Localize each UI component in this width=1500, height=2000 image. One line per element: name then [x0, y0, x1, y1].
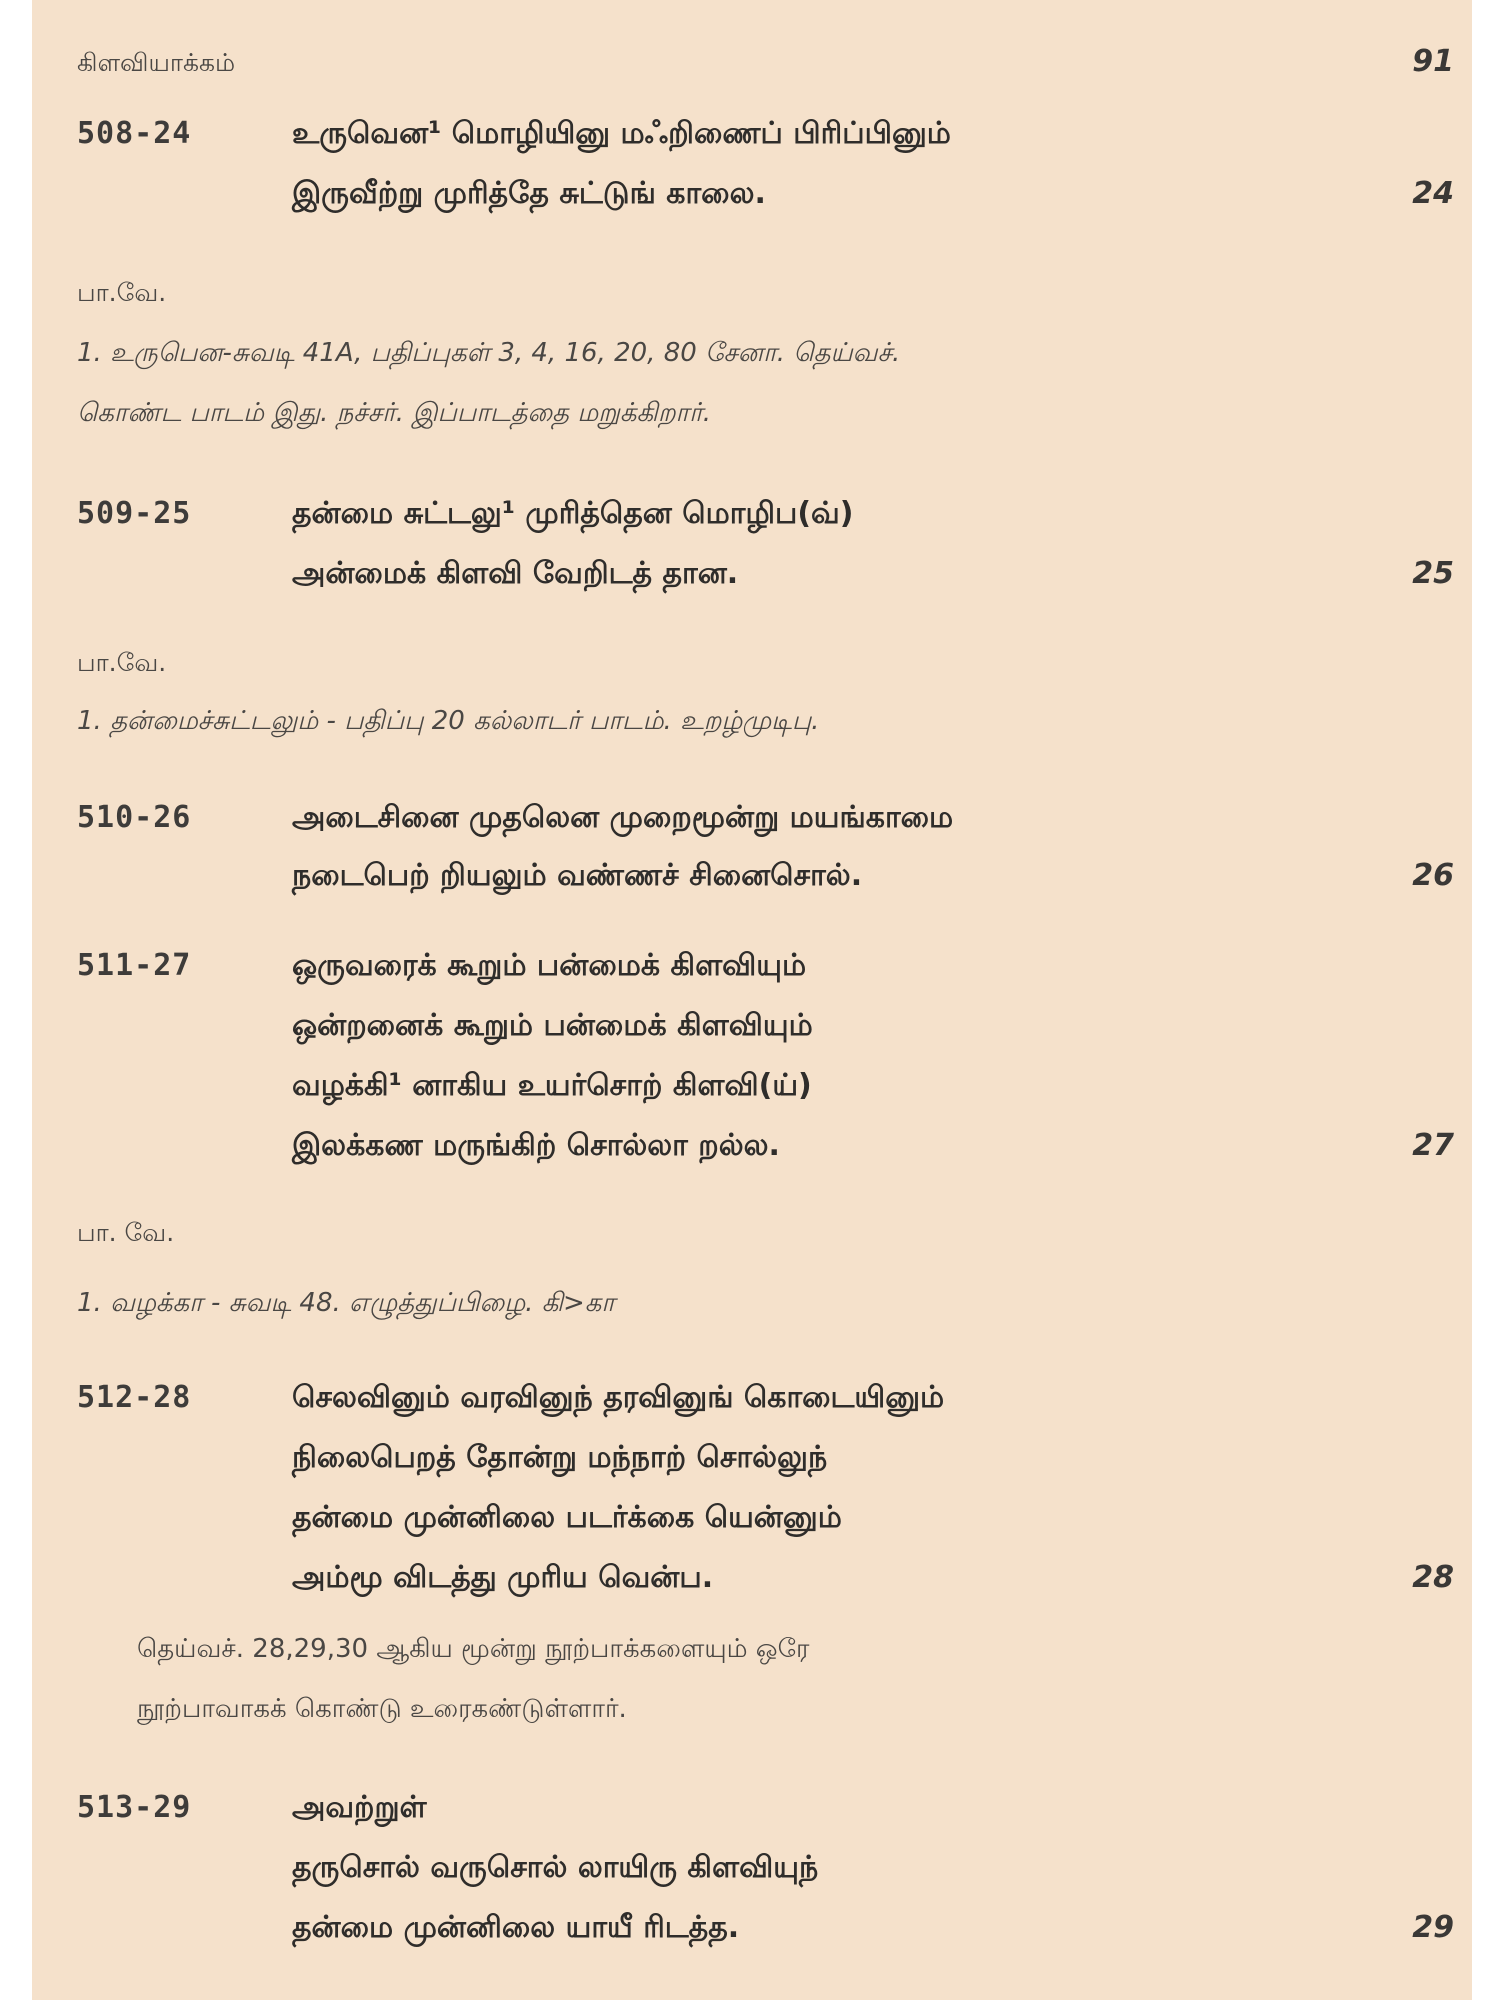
variant-reading-label: பா. வே.: [77, 1218, 175, 1247]
sutra-number: 510-26: [77, 800, 192, 835]
sutra-line: தன்மை முன்னிலை படர்க்கை யென்னும்: [292, 1500, 842, 1535]
footnote-line: 1. தன்மைச்சுட்டலும் - பதிப்பு 20 கல்லாடர் பாடம். உறழ்முடிபு.: [77, 706, 820, 736]
commentary-line: நூற்பாவாகக் கொண்டு உரைகண்டுள்ளார்.: [137, 1694, 627, 1724]
sutra-line: உருவென¹ மொழியினு மஃறிணைப் பிரிப்பினும்: [292, 116, 951, 151]
sutra-line: அம்மூ விடத்து முரிய வென்ப.: [292, 1560, 714, 1595]
sutra-number: 508-24: [77, 116, 192, 151]
sutra-line: வழக்கி¹ னாகிய உயர்சொற் கிளவி(ய்): [292, 1068, 812, 1103]
sutra-line: தருசொல் வருசொல் லாயிரு கிளவியுந்: [292, 1850, 819, 1885]
sutra-number: 513-29: [77, 1790, 192, 1825]
sutra-line: தன்மை முன்னிலை யாயீ ரிடத்த.: [292, 1910, 740, 1945]
sutra-line-number: 26: [1412, 858, 1454, 893]
sutra-line: ஒன்றனைக் கூறும் பன்மைக் கிளவியும்: [292, 1008, 813, 1043]
sutra-line: அன்மைக் கிளவி வேறிடத் தான.: [292, 556, 739, 591]
page-number: 91: [1412, 44, 1454, 79]
sutra-line: இருவீற்று முரித்தே சுட்டுங் காலை.: [292, 176, 766, 211]
sutra-line-number: 25: [1412, 556, 1454, 591]
book-page: [32, 0, 1472, 2000]
sutra-line: ஒருவரைக் கூறும் பன்மைக் கிளவியும்: [292, 948, 807, 983]
sutra-line-number: 24: [1412, 176, 1454, 211]
sutra-number: 511-27: [77, 948, 192, 983]
sutra-line: தன்மை சுட்டலு¹ முரித்தென மொழிப(வ்): [292, 496, 854, 531]
footnote-line: 1. உருபென-சுவடி 41A, பதிப்புகள் 3, 4, 16, 20, 80 சேனா. தெய்வச்.: [77, 338, 901, 368]
sutra-line: அடைசினை முதலென முறைமூன்று மயங்காமை: [292, 800, 954, 835]
sutra-line: இலக்கண மருங்கிற் சொல்லா றல்ல.: [292, 1128, 780, 1163]
sutra-number: 509-25: [77, 496, 192, 531]
sutra-line-number: 29: [1412, 1910, 1454, 1945]
variant-reading-label: பா.வே.: [77, 648, 167, 677]
sutra-line: நடைபெற் றியலும் வண்ணச் சினைசொல்.: [292, 858, 863, 893]
footnote-line: 1. வழக்கா - சுவடி 48. எழுத்துப்பிழை. கி>கா: [77, 1288, 616, 1318]
footnote-line: கொண்ட பாடம் இது. நச்சர். இப்பாடத்தை மறுக்கிறார்.: [77, 398, 711, 428]
commentary-line: தெய்வச். 28,29,30 ஆகிய மூன்று நூற்பாக்களையும் ஒரே: [137, 1634, 810, 1664]
sutra-line-number: 28: [1412, 1560, 1454, 1595]
variant-reading-label: பா.வே.: [77, 278, 167, 307]
sutra-line: நிலைபெறத் தோன்று மந்நாற் சொல்லுந்: [292, 1440, 828, 1475]
running-head: கிளவியாக்கம்: [77, 48, 236, 77]
sutra-line-number: 27: [1412, 1128, 1454, 1163]
sutra-number: 512-28: [77, 1380, 192, 1415]
sutra-line: அவற்றுள்: [292, 1790, 427, 1825]
sutra-line: செலவினும் வரவினுந் தரவினுங் கொடையினும்: [292, 1380, 945, 1415]
